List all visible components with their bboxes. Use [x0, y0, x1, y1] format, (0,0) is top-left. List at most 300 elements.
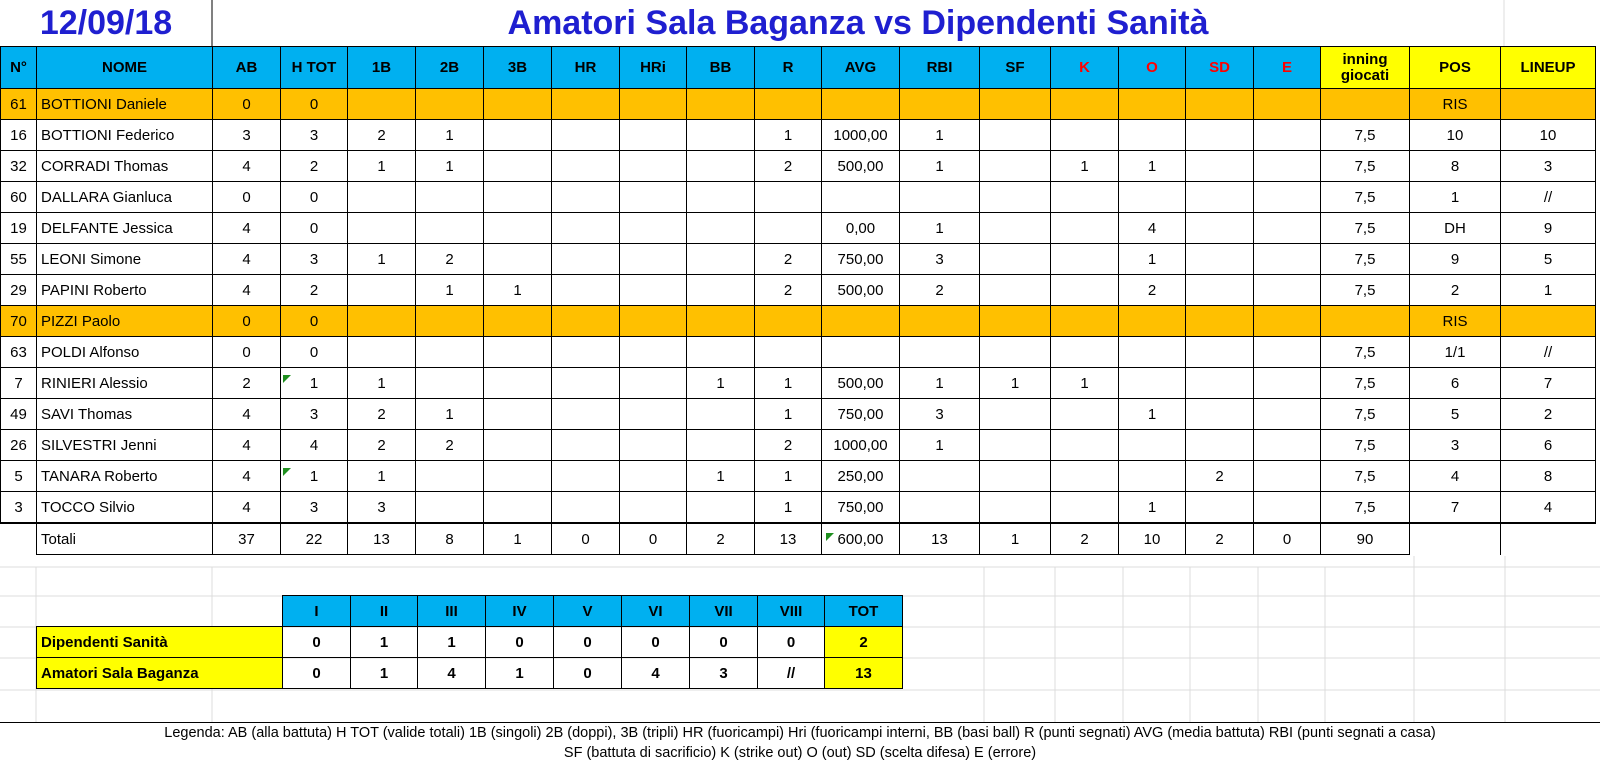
stat-cell [980, 492, 1051, 524]
inning-score: 0 [283, 658, 351, 689]
stat-cell [1051, 89, 1119, 120]
player-name: LEONI Simone [37, 244, 213, 275]
stat-cell: 750,00 [822, 492, 900, 524]
stat-cell: 5 [1501, 244, 1596, 275]
stat-cell [1321, 89, 1410, 120]
stat-cell: 7,5 [1321, 275, 1410, 306]
stat-cell: 750,00 [822, 399, 900, 430]
stat-cell: 2 [900, 275, 980, 306]
stat-cell: 1 [755, 461, 822, 492]
column-header: 1B [348, 47, 416, 89]
stat-cell [900, 306, 980, 337]
inning-score: 1 [486, 658, 554, 689]
total-cell [1, 523, 37, 555]
stat-cell [1186, 337, 1254, 368]
stat-cell [980, 399, 1051, 430]
stat-cell [552, 120, 620, 151]
stat-cell: 0 [281, 337, 348, 368]
inning-score: 0 [554, 658, 622, 689]
stat-cell [1254, 461, 1321, 492]
stat-cell: 1 [1119, 244, 1186, 275]
total-cell: 8 [416, 523, 484, 555]
total-cell: 22 [281, 523, 348, 555]
stat-cell: 61 [1, 89, 37, 120]
inning-score: 3 [690, 658, 758, 689]
stat-cell: 0 [213, 306, 281, 337]
inning-header: VI [622, 596, 690, 627]
stat-cell [484, 182, 552, 213]
column-header: H TOT [281, 47, 348, 89]
column-header: NOME [37, 47, 213, 89]
stat-cell [1119, 430, 1186, 461]
stat-cell: 1 [1410, 182, 1501, 213]
stat-cell: 2 [348, 399, 416, 430]
stat-cell: 1 [1119, 151, 1186, 182]
stat-cell: // [1501, 182, 1596, 213]
stat-cell: 6 [1410, 368, 1501, 399]
stat-cell [687, 492, 755, 524]
stat-cell: 7,5 [1321, 430, 1410, 461]
stat-cell: DH [1410, 213, 1501, 244]
stat-cell [1254, 182, 1321, 213]
stat-cell [755, 182, 822, 213]
cell-comment-marker [826, 533, 834, 541]
stat-cell [552, 244, 620, 275]
stat-cell: 7,5 [1321, 151, 1410, 182]
stat-cell [1119, 306, 1186, 337]
stat-cell [980, 182, 1051, 213]
stat-cell: 3 [213, 120, 281, 151]
stat-cell [1186, 244, 1254, 275]
stat-cell [416, 213, 484, 244]
empty-header [37, 596, 283, 627]
total-cell: 1 [484, 523, 552, 555]
stat-cell [1254, 89, 1321, 120]
stat-cell [484, 306, 552, 337]
stat-cell [620, 399, 687, 430]
stat-cell [484, 430, 552, 461]
stat-cell [552, 151, 620, 182]
stat-cell: 500,00 [822, 275, 900, 306]
player-row [1, 275, 1596, 306]
stat-cell: 2 [281, 151, 348, 182]
stat-cell: 4 [213, 244, 281, 275]
stat-cell [1321, 306, 1410, 337]
stat-cell: RIS [1410, 89, 1501, 120]
inning-score: 0 [758, 627, 825, 658]
stat-cell [552, 306, 620, 337]
stat-cell: 7,5 [1321, 182, 1410, 213]
stat-cell: 1 [1119, 492, 1186, 524]
empty-cell [1501, 523, 1596, 555]
column-header: HRi [620, 47, 687, 89]
stat-cell [900, 337, 980, 368]
stat-cell: 8 [1501, 461, 1596, 492]
stat-cell [348, 275, 416, 306]
stat-cell [1051, 275, 1119, 306]
stat-cell: 32 [1, 151, 37, 182]
legend-line-2: SF (battuta di sacrificio) K (strike out) O (out) SD (scelta difesa) E (errore) [563, 745, 1037, 761]
stat-cell: 7,5 [1321, 213, 1410, 244]
stat-cell [620, 120, 687, 151]
column-header: AB [213, 47, 281, 89]
stat-cell [980, 89, 1051, 120]
stat-cell: 3 [900, 244, 980, 275]
stat-cell: 0 [281, 182, 348, 213]
stat-cell: 3 [900, 399, 980, 430]
inning-header: VIII [758, 596, 825, 627]
column-header: E [1254, 47, 1321, 89]
stat-cell [980, 337, 1051, 368]
stat-cell [1051, 337, 1119, 368]
match-title: Amatori Sala Baganza vs Dipendenti Sanità [507, 3, 1209, 42]
stat-cell [1186, 430, 1254, 461]
stat-cell [416, 461, 484, 492]
player-name: DELFANTE Jessica [37, 213, 213, 244]
stat-cell: 0 [213, 337, 281, 368]
stat-cell [755, 337, 822, 368]
stat-cell: 4 [1410, 461, 1501, 492]
stat-cell: 4 [213, 399, 281, 430]
stat-cell: 1 [348, 151, 416, 182]
legend-line-1: Legenda: AB (alla battuta) H TOT (valide totali) 1B (singoli) 2B (doppi), 3B (tripli) HR (fuoricampi) Hri (fuoricampi interni, BB (basi ball) R (punti segnati) AVG (media battuta) RBI (punti segnati a casa) [164, 725, 1436, 741]
total-cell: 600,00 [822, 523, 900, 555]
stat-cell: 3 [281, 399, 348, 430]
stat-cell [1254, 492, 1321, 524]
stat-cell: 2 [416, 430, 484, 461]
stat-cell: 7 [1410, 492, 1501, 524]
column-header: inning giocati [1321, 47, 1410, 89]
stat-cell [1051, 399, 1119, 430]
player-row [1, 244, 1596, 275]
column-header: O [1119, 47, 1186, 89]
stat-cell [484, 244, 552, 275]
stat-cell: 1 [900, 120, 980, 151]
stat-cell [1119, 182, 1186, 213]
stat-cell: 1 [348, 244, 416, 275]
stat-cell: 1 [281, 368, 348, 399]
stat-cell [552, 275, 620, 306]
stat-cell: 2 [213, 368, 281, 399]
stat-cell [416, 368, 484, 399]
stat-cell [900, 461, 980, 492]
column-header: N° [1, 47, 37, 89]
stat-cell [416, 306, 484, 337]
team-row [37, 658, 903, 689]
stat-cell: 1 [900, 368, 980, 399]
stat-cell [484, 120, 552, 151]
column-header: K [1051, 47, 1119, 89]
total-cell: 37 [213, 523, 281, 555]
player-row [1, 368, 1596, 399]
stat-cell: 3 [1501, 151, 1596, 182]
stat-cell [980, 275, 1051, 306]
total-cell: 13 [348, 523, 416, 555]
stat-cell [755, 306, 822, 337]
total-cell: 2 [1051, 523, 1119, 555]
stat-cell: 4 [213, 430, 281, 461]
stat-cell: 0,00 [822, 213, 900, 244]
stat-cell: 1000,00 [822, 120, 900, 151]
stat-cell [620, 337, 687, 368]
inning-score: // [758, 658, 825, 689]
stat-cell [416, 89, 484, 120]
stat-cell: 750,00 [822, 244, 900, 275]
stat-cell: 1 [348, 368, 416, 399]
stat-cell [1186, 306, 1254, 337]
stat-cell [1119, 337, 1186, 368]
player-row [1, 430, 1596, 461]
inning-score: 0 [486, 627, 554, 658]
stat-cell: 2 [1410, 275, 1501, 306]
stat-cell: 5 [1410, 399, 1501, 430]
inning-score: 4 [418, 658, 486, 689]
stat-cell [822, 182, 900, 213]
player-row [1, 306, 1596, 337]
stat-cell [687, 275, 755, 306]
stat-cell [1254, 399, 1321, 430]
column-header: 2B [416, 47, 484, 89]
stat-cell: 2 [348, 430, 416, 461]
stat-cell [1186, 492, 1254, 524]
stat-cell: 2 [755, 151, 822, 182]
stat-cell [1119, 368, 1186, 399]
stat-cell [348, 182, 416, 213]
stat-cell [687, 120, 755, 151]
stat-cell [620, 182, 687, 213]
stat-cell [552, 461, 620, 492]
stat-cell [687, 306, 755, 337]
player-row [1, 399, 1596, 430]
column-header: BB [687, 47, 755, 89]
stat-cell: 8 [1410, 151, 1501, 182]
total-cell: 0 [552, 523, 620, 555]
stat-cell: 3 [1, 492, 37, 524]
column-header: R [755, 47, 822, 89]
inning-score: 0 [283, 627, 351, 658]
team-name: Dipendenti Sanità [37, 627, 283, 658]
stat-cell [822, 89, 900, 120]
inning-header: I [283, 596, 351, 627]
stat-cell [1051, 306, 1119, 337]
stat-cell: 0 [213, 89, 281, 120]
stat-cell [552, 430, 620, 461]
stat-cell: 1 [980, 368, 1051, 399]
match-date: 12/09/18 [39, 3, 173, 42]
stat-cell: 60 [1, 182, 37, 213]
stat-cell: 49 [1, 399, 37, 430]
stat-cell [1186, 182, 1254, 213]
stat-cell [687, 430, 755, 461]
stat-cell: 63 [1, 337, 37, 368]
stat-cell: 3 [348, 492, 416, 524]
stat-cell: 1 [1119, 399, 1186, 430]
stat-cell: RIS [1410, 306, 1501, 337]
stat-cell: 500,00 [822, 151, 900, 182]
stat-cell [900, 182, 980, 213]
stat-cell: 0 [281, 213, 348, 244]
stat-cell: 500,00 [822, 368, 900, 399]
player-name: RINIERI Alessio [37, 368, 213, 399]
column-header: SF [980, 47, 1051, 89]
totals-row [1, 523, 1596, 555]
stat-cell: 26 [1, 430, 37, 461]
inning-header: TOT [825, 596, 903, 627]
stat-cell [620, 89, 687, 120]
stat-cell [1254, 306, 1321, 337]
stat-cell [1186, 275, 1254, 306]
cell-comment-marker [283, 375, 291, 383]
stat-cell [552, 492, 620, 524]
stat-cell: 4 [1119, 213, 1186, 244]
stat-cell: 0 [213, 182, 281, 213]
stat-cell: 16 [1, 120, 37, 151]
player-row [1, 492, 1596, 524]
stat-cell [755, 213, 822, 244]
stat-cell [900, 89, 980, 120]
stat-cell [980, 461, 1051, 492]
stat-cell [687, 182, 755, 213]
stat-cell [620, 306, 687, 337]
stat-cell: 1 [687, 461, 755, 492]
stat-cell [1119, 120, 1186, 151]
stat-cell: 9 [1501, 213, 1596, 244]
cell-comment-marker [283, 468, 291, 476]
stat-cell: 0 [281, 89, 348, 120]
stat-cell: 7,5 [1321, 120, 1410, 151]
stat-cell: 1 [687, 368, 755, 399]
stat-cell [1254, 151, 1321, 182]
stat-cell: 1 [416, 120, 484, 151]
stat-cell [552, 399, 620, 430]
player-name: DALLARA Gianluca [37, 182, 213, 213]
stat-cell [1186, 89, 1254, 120]
stat-cell: 4 [1501, 492, 1596, 524]
stat-cell: 1000,00 [822, 430, 900, 461]
stat-cell [1119, 89, 1186, 120]
stat-cell [1186, 151, 1254, 182]
total-cell: 10 [1119, 523, 1186, 555]
stat-cell: 2 [416, 244, 484, 275]
stat-cell: 1 [900, 213, 980, 244]
stat-cell: 2 [1119, 275, 1186, 306]
total-cell: 2 [1186, 523, 1254, 555]
stat-cell [1051, 120, 1119, 151]
stat-cell: 70 [1, 306, 37, 337]
stat-cell [416, 492, 484, 524]
player-name: TANARA Roberto [37, 461, 213, 492]
totals-label: Totali [37, 523, 213, 555]
stat-cell: 1 [1051, 151, 1119, 182]
stat-cell [552, 89, 620, 120]
stat-cell [687, 151, 755, 182]
stat-cell [552, 368, 620, 399]
stat-cell: 250,00 [822, 461, 900, 492]
stat-cell [1051, 244, 1119, 275]
stat-cell: 1 [755, 399, 822, 430]
total-cell: 2 [687, 523, 755, 555]
stat-cell: 2 [755, 275, 822, 306]
stat-cell: 3 [281, 492, 348, 524]
stat-cell: 4 [213, 213, 281, 244]
stat-cell: // [1501, 337, 1596, 368]
stat-cell [980, 213, 1051, 244]
total-cell: 90 [1321, 523, 1410, 555]
column-header: SD [1186, 47, 1254, 89]
player-row [1, 151, 1596, 182]
stat-cell: 4 [213, 492, 281, 524]
player-name: TOCCO Silvio [37, 492, 213, 524]
stat-cell: 2 [348, 120, 416, 151]
stat-cell [1254, 213, 1321, 244]
stat-cell [484, 89, 552, 120]
inning-score: 0 [622, 627, 690, 658]
innings-scoreboard [36, 595, 903, 689]
stat-cell [348, 213, 416, 244]
stat-cell [1254, 430, 1321, 461]
stat-cell [980, 120, 1051, 151]
legend [0, 722, 1600, 766]
total-cell: 0 [1254, 523, 1321, 555]
stat-cell [552, 182, 620, 213]
stat-cell [1254, 120, 1321, 151]
stat-cell [980, 151, 1051, 182]
player-name: POLDI Alfonso [37, 337, 213, 368]
stat-cell [484, 461, 552, 492]
column-header: POS [1410, 47, 1501, 89]
stat-cell [1051, 461, 1119, 492]
stat-cell: 4 [213, 151, 281, 182]
stat-cell: 4 [213, 461, 281, 492]
stat-cell [348, 337, 416, 368]
stat-cell [1254, 275, 1321, 306]
stat-cell: 3 [281, 120, 348, 151]
stat-cell [980, 306, 1051, 337]
inning-header: II [351, 596, 418, 627]
inning-header: III [418, 596, 486, 627]
stat-cell: 10 [1410, 120, 1501, 151]
stat-cell [484, 213, 552, 244]
stat-cell: 3 [1410, 430, 1501, 461]
stat-cell: 1 [348, 461, 416, 492]
column-header: 3B [484, 47, 552, 89]
team-total: 13 [825, 658, 903, 689]
stat-cell [484, 492, 552, 524]
team-total: 2 [825, 627, 903, 658]
stat-cell [620, 461, 687, 492]
stat-cell: 2 [1501, 399, 1596, 430]
stat-cell: 1 [1051, 368, 1119, 399]
player-name: SILVESTRI Jenni [37, 430, 213, 461]
column-header: RBI [900, 47, 980, 89]
stat-cell: 7,5 [1321, 492, 1410, 524]
stat-cell [1119, 461, 1186, 492]
stat-cell [1186, 399, 1254, 430]
stat-cell: 1 [900, 151, 980, 182]
stat-cell: 0 [281, 306, 348, 337]
stat-cell [552, 337, 620, 368]
stat-cell [687, 399, 755, 430]
stat-cell: 1/1 [1410, 337, 1501, 368]
column-header: LINEUP [1501, 47, 1596, 89]
stat-cell: 1 [755, 368, 822, 399]
stat-cell: 1 [484, 275, 552, 306]
stat-cell [620, 492, 687, 524]
total-cell: 1 [980, 523, 1051, 555]
stat-cell: 55 [1, 244, 37, 275]
player-row [1, 337, 1596, 368]
stat-cell [900, 492, 980, 524]
